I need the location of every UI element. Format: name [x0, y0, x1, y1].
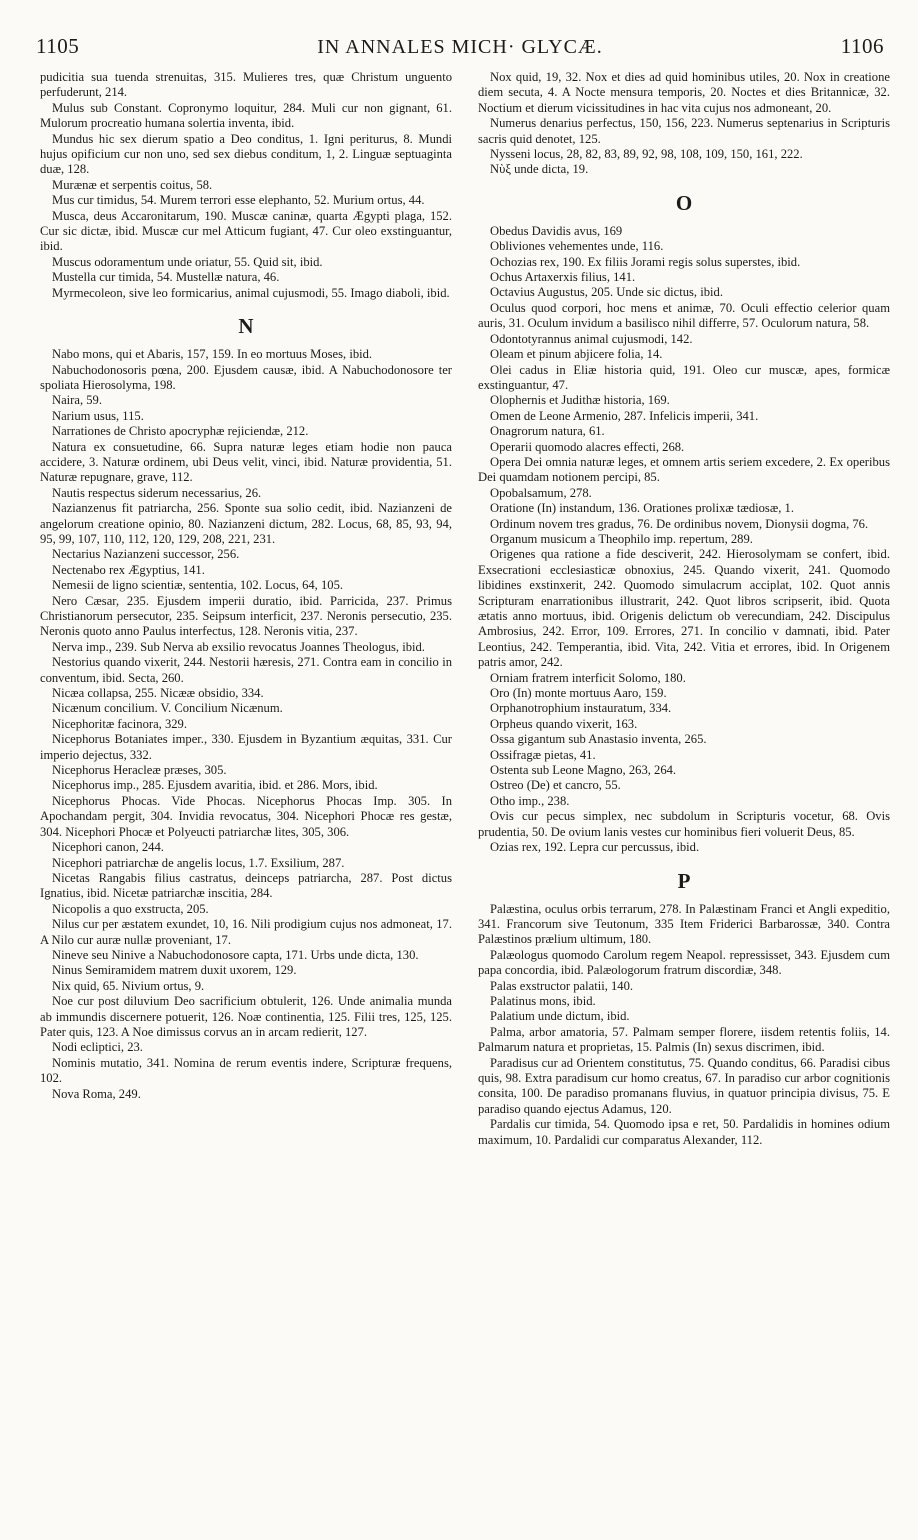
running-header [36, 34, 884, 64]
index-entry: Nectarius Nazianzeni successor, 256. [52, 547, 240, 562]
index-entry: Ozias rex, 192. Lepra cur percussus, ibid. [490, 840, 700, 855]
index-entry: Ochozias rex, 190. Ex filiis Jorami regis solus superstes, ibid. [490, 254, 801, 269]
index-entry: Orpheus quando vixerit, 163. [490, 716, 638, 731]
index-entry: Octavius Augustus, 205. Unde sic dictus, ibid. [490, 285, 723, 300]
index-entry: Nicetas Rangabis filius castratus, deinceps patriarcha, 287. Post dictus Ignatius, ibid. Nicetæ patriarchæ inscitia, 284. [40, 870, 452, 901]
n-section-continued [478, 70, 890, 178]
index-entry: Obliviones vehementes unde, 116. [490, 239, 664, 254]
index-entry: Onagrorum natura, 61. [490, 424, 605, 439]
index-entry: Nectenabo rex Ægyptius, 141. [52, 562, 205, 577]
index-entry: Nicephorus Phocas. Vide Phocas. Nicephorus Phocas Imp. 305. In Apochandam pergit, 304. Invidia revocatus, 304. Nicephori Phocæ res gestæ, 304. Nicephori Phocæ et Polyeucti patriarchæ lites, 305, 306. [40, 793, 452, 839]
index-entry: Nautis respectus siderum necessarius, 26. [52, 485, 262, 500]
index-entry: Ovis cur pecus simplex, nec subdolum in Scripturis vocetur, 68. Ovis prudentia, 50. De ovium lanis vestes cur hominibus fieri voluerit Deus, 85. [478, 809, 890, 839]
index-entry: Oculus quod corpori, hoc mens et animæ, 70. Oculi effectio celerior quam auris, 31. Oculum invidum a basilisco nihil differre, 57. Oculorum natura, 58. [478, 300, 890, 331]
section-letter-o: O [675, 190, 693, 215]
index-entry: Organum musicum a Theophilo imp. repertum, 289. [490, 531, 753, 546]
section-letter-p: P [677, 868, 691, 893]
index-entry: Nix quid, 65. Nivium ortus, 9. [52, 978, 205, 993]
index-entry: Nazianzenus fit patriarcha, 256. Sponte sua solio cedit, ibid. Nazianzeni de angelorum creatione opinio, 80. Nazianzeni dictum, 282. Locus, 68, 85, 93, 94, 95, 99, 107, 110, 112, 120, 129, 208, 221, 231. [40, 501, 452, 546]
index-entry: Noe cur post diluvium Deo sacrificium obtulerit, 126. Unde animalia munda ab immundis discernere potuerit, 126. Noæ continentia, 125. Filii tres, 125, 125. Pater quis, 123. A Noe dimissus corvus an in arcam redierit, 127. [40, 994, 452, 1039]
p-section [478, 902, 890, 1149]
index-entry: Palatium unde dictum, ibid. [490, 1009, 630, 1024]
index-entry: Olophernis et Judithæ historia, 169. [490, 393, 670, 408]
index-entry: Pardalis cur timida, 54. Quomodo ipsa e ret, 50. Pardalidis in homines odium maximum, 10. Pardalidi cur comparatus Alexander, 112. [478, 1117, 890, 1147]
index-entry: Olei cadus in Eliæ historia quid, 191. Oleo cur muscæ, apes, formicæ exstinguantur, 47. [478, 362, 890, 392]
index-entry: Nabuchodonosoris pœna, 200. Ejusdem causæ, ibid. A Nabuchodonosore ter spoliata Hierosolyma, 198. [40, 362, 452, 392]
index-entry: Palæstina, oculus orbis terrarum, 278. In Palæstinam Franci et Angli expeditio, 341. Francorum sive Teutonum, 335 Item Friderici Barbarossæ, 340. Contra Palæstinos prælium ultimum, 180. [478, 901, 890, 947]
index-entry: Oleam et pinum abjicere folia, 14. [490, 347, 663, 362]
index-entry: Nὺξ unde dicta, 19. [490, 162, 589, 177]
index-entry: Mulus sub Constant. Copronymo loquitur, 284. Muli cur non gignant, 61. Mulorum procreatio humana solertia inventa, ibid. [40, 100, 452, 131]
index-entry: Orniam fratrem interficit Solomo, 180. [490, 670, 686, 685]
index-entry: Nicephorus Botaniates imper., 330. Ejusdem in Byzantium æquitas, 331. Cur imperio dejectus, 332. [40, 732, 452, 762]
right-column [478, 70, 890, 1148]
index-entry: Origenes qua ratione a fide desciverit, 242. Hierosolymam se confert, ibid. Exsecrationi ecclesiasticæ obnoxius, 245. Quando vixerit, 241. Quomodo libidines exstinxerit, 242. Quomodo simulacrum acciplat, 102. Quot annis Scripturam enarrationibus illustrarit, 242. Quot libros scripserit, ibid. Quota ætatis anno mortuus, ibid. Origenis delictum ob verecundiam, 242. Discipulus Ambrosius, 242. Error, 109. Errores, 271. In concilio v damnati, ibid. Pater Leontius, 242. Temperantia, ibid. Vita, 242. Vitia et errores, ibid. In Origenem patris amor, 242. [478, 547, 890, 670]
right-page-number: 1106 [840, 34, 884, 58]
index-entry: Ossifragæ pietas, 41. [490, 747, 596, 762]
index-entry: Nero Cæsar, 235. Ejusdem imperii duratio, ibid. Parricida, 237. Primus Christianorum persecutor, 235. Seipsum interficit, 237. Neronis persecutio, 235. Neronis quoto anno Paulus interfectus, 128. Neronis vitia, 237. [40, 593, 452, 639]
index-entry: Naira, 59. [52, 393, 103, 408]
index-entry: Otho imp., 238. [490, 793, 570, 808]
index-entry: Nicopolis a quo exstructa, 205. [52, 901, 209, 916]
m-section [40, 70, 452, 301]
index-entry: Narium usus, 115. [52, 408, 144, 423]
index-entry: Natura ex consuetudine, 66. Supra naturæ leges etiam hodie non pauca accidere, 3. Naturæ ordinem, ubi Deus velit, vinci, ibid. Naturæ providentia, 51. Naturæ repugnare, grave, 112. [40, 439, 452, 485]
index-entry: Operarii quomodo alacres effecti, 268. [490, 439, 685, 454]
index-entry: Ninus Semiramidem matrem duxit uxorem, 129. [52, 963, 297, 978]
index-entry: Nox quid, 19, 32. Nox et dies ad quid hominibus utiles, 20. Nox in creatione diem secuta, 4. A Nocte mensura temporis, 20. Noctes et dies Britannicæ, 32. Noctium et dierum vicissitudines in hac vita cujus nos admoneant, 20. [478, 70, 890, 115]
index-entry: Ostreo (De) et cancro, 55. [490, 778, 621, 793]
index-entry: Nicephorus Heracleæ præses, 305. [52, 763, 227, 778]
index-entry: Mus cur timidus, 54. Murem terrori esse elephanto, 52. Murium ortus, 44. [52, 193, 425, 208]
o-section [478, 224, 890, 856]
index-entry: Nicænum concilium. V. Concilium Nicænum. [52, 701, 283, 716]
index-entry: Odontotyrannus animal cujusmodi, 142. [490, 331, 693, 346]
index-entry: Mustella cur timida, 54. Mustellæ natura, 46. [52, 270, 280, 285]
index-entry: Ostenta sub Leone Magno, 263, 264. [490, 763, 677, 778]
index-entry: Nodi ecliptici, 23. [52, 1040, 143, 1055]
index-entry: Nova Roma, 249. [52, 1086, 141, 1101]
index-entry: Nysseni locus, 28, 82, 83, 89, 92, 98, 108, 109, 150, 161, 222. [490, 147, 803, 162]
index-entry: pudicitia sua tuenda strenuitas, 315. Mulieres tres, quæ Christum unguento perfuderunt, 214. [40, 70, 452, 100]
index-entry: Palatinus mons, ibid. [490, 993, 596, 1008]
index-entry: Musca, deus Accaronitarum, 190. Muscæ caninæ, quarta Ægypti plaga, 152. Cur sic dictæ, ibid. Muscæ cur mel Atticum fugiant, 47. Cur oleo exstinguantur, ibid. [40, 208, 452, 254]
index-entry: Nicæa collapsa, 255. Nicææ obsidio, 334. [52, 686, 264, 701]
index-entry: Nabo mons, qui et Abaris, 157, 159. In eo mortuus Moses, ibid. [52, 347, 373, 362]
index-entry: Nicephoritæ facinora, 329. [52, 716, 187, 731]
index-entry: Nerva imp., 239. Sub Nerva ab exsilio revocatus Joannes Theologus, ibid. [52, 639, 425, 654]
index-entry: Myrmecoleon, sive leo formicarius, animal cujusmodi, 55. Imago diaboli, ibid. [52, 285, 450, 300]
index-entry: Nemesii de ligno scientiæ, sententia, 102. Locus, 64, 105. [52, 578, 344, 593]
index-entry: Omen de Leone Armenio, 287. Infelicis imperii, 341. [490, 408, 759, 423]
index-entry: Orphanotrophium instauratum, 334. [490, 701, 672, 716]
index-entry: Ordinum novem tres gradus, 76. De ordinibus novem, Dionysii dogma, 76. [490, 516, 869, 531]
index-entry: Ossa gigantum sub Anastasio inventa, 265. [490, 732, 707, 747]
section-letter-n: N [238, 314, 254, 339]
n-section [40, 347, 452, 1102]
index-entry: Palma, arbor amatoria, 57. Palmam semper florere, iisdem retentis foliis, 14. Palmarum natura et proprietas, 15. Palmis (In) sexus discrimen, ibid. [478, 1024, 890, 1055]
index-entry: Ochus Artaxerxis filius, 141. [490, 270, 636, 285]
index-entry: Nicephori canon, 244. [52, 840, 164, 855]
index-entry: Palas exstructor palatii, 140. [490, 978, 634, 993]
index-entry: Numerus denarius perfectus, 150, 156, 223. Numerus septenarius in Scripturis sacris quid denotet, 125. [478, 116, 890, 146]
index-entry: Oratione (In) instandum, 136. Orationes prolixæ tædiosæ, 1. [490, 501, 794, 516]
index-entry: Murænæ et serpentis coitus, 58. [52, 177, 213, 192]
index-entry: Obedus Davidis avus, 169 [490, 223, 623, 238]
index-entry: Nicephorus imp., 285. Ejusdem avaritia, ibid. et 286. Mors, ibid. [52, 778, 378, 793]
index-entry: Opobalsamum, 278. [490, 485, 592, 500]
index-entry: Muscus odoramentum unde oriatur, 55. Quid sit, ibid. [52, 254, 323, 269]
index-entry: Nineve seu Ninive a Nabuchodonosore capta, 171. Urbs unde dicta, 130. [52, 947, 419, 962]
index-entry: Nicephori patriarchæ de angelis locus, 1.7. Exsilium, 287. [52, 855, 345, 870]
left-column [40, 70, 452, 1102]
left-page-number: 1105 [36, 34, 80, 58]
index-entry: Nilus cur per æstatem exundet, 10, 16. Nili prodigium cujus nos admoneat, 17. A Nilo cur auræ nullæ proveniant, 17. [40, 917, 452, 947]
index-entry: Paradisus cur ad Orientem constitutus, 75. Quando conditus, 66. Paradisi cibus quis, 98. Extra paradisum cur homo creatus, 67. In paradiso cur arbor cognitionis consita, 100. De paradiso promanans fluvius, in quatuor principia divisus, 75. E paradiso quando ejectus Adamus, 120. [478, 1055, 890, 1116]
index-entry: Nestorius quando vixerit, 244. Nestorii hæresis, 271. Contra eam in concilio in conventum, ibid. Secta, 260. [40, 655, 452, 685]
index-entry: Narrationes de Christo apocryphæ rejiciendæ, 212. [52, 424, 309, 439]
index-entry: Oro (In) monte mortuus Aaro, 159. [490, 686, 667, 701]
index-entry: Palæologus quomodo Carolum regem Neapol. repressisset, 343. Ejusdem cum papa concordia, ibid. Palæologorum fratrum discordiæ, 348. [478, 947, 890, 978]
index-entry: Nominis mutatio, 341. Nomina de rerum eventis indere, Scripturæ frequens, 102. [40, 1055, 452, 1086]
index-entry: Opera Dei omnia naturæ leges, et omnem artis seriem excedere, 2. Ex operibus Dei quamdam notionem percipi, 85. [478, 454, 890, 485]
running-title: IN ANNALES MICH· GLYCÆ. [317, 36, 603, 58]
index-entry: Mundus hic sex dierum spatio a Deo conditus, 1. Igni periturus, 8. Mundi hujus opificium cur non uno, sed sex diebus conditum, 1, 2. Linguæ septuaginta duæ, 128. [40, 131, 452, 177]
